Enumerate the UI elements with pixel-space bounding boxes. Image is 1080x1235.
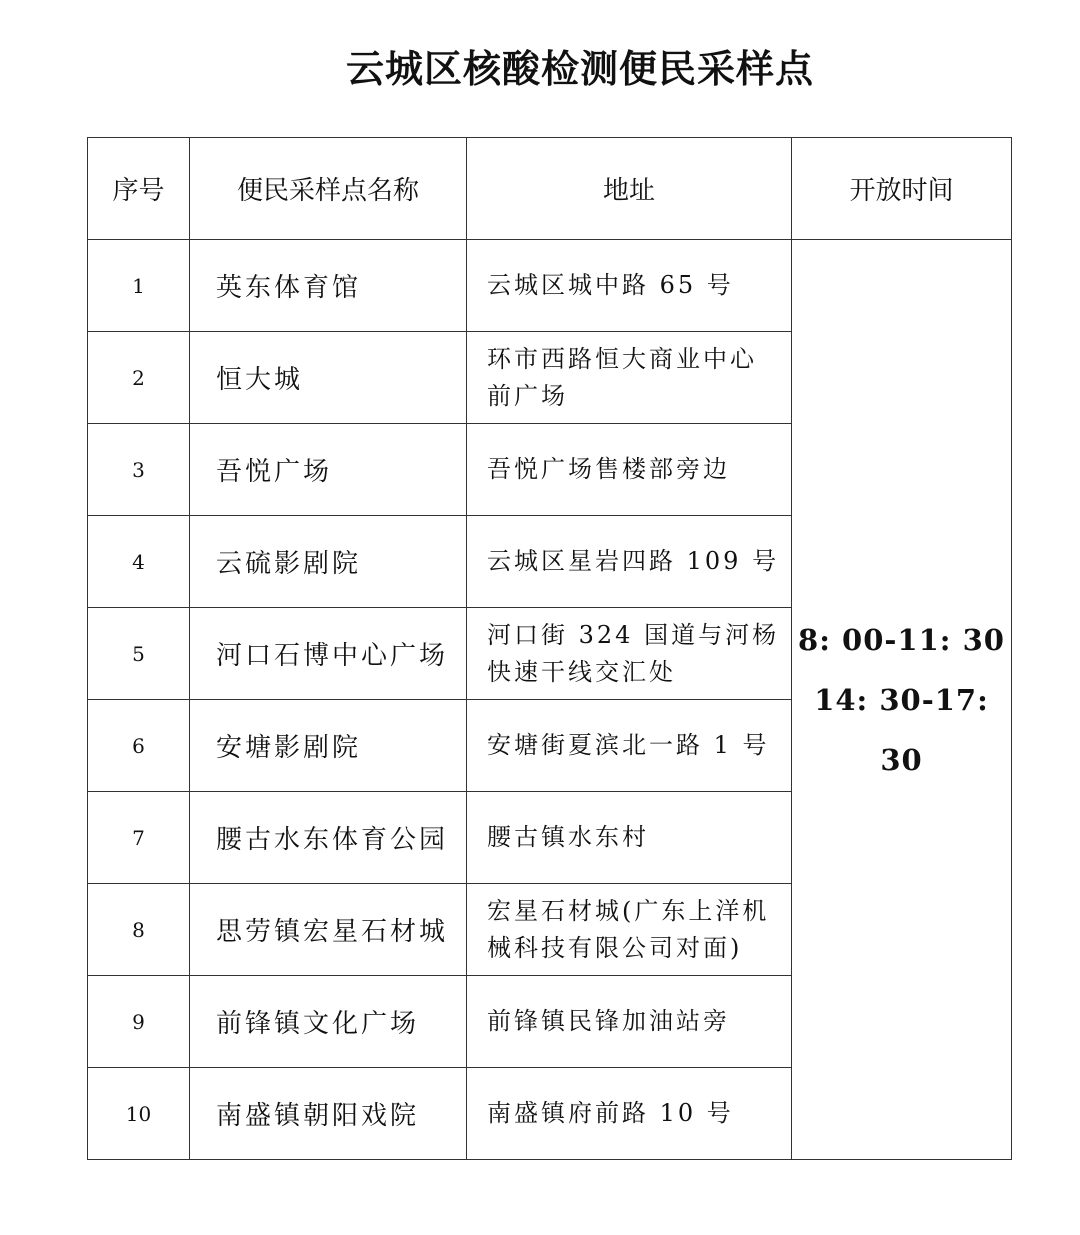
row-name: 南盛镇朝阳戏院 <box>190 1068 467 1160</box>
row-address: 腰古镇水东村 <box>467 792 792 884</box>
row-address: 环市西路恒大商业中心前广场 <box>467 332 792 424</box>
sampling-sites-table <box>87 137 1012 1160</box>
row-address: 吾悦广场售楼部旁边 <box>467 424 792 516</box>
row-address: 宏星石材城(广东上洋机械科技有限公司对面) <box>467 884 792 976</box>
table-header-row <box>88 138 1012 240</box>
row-address: 安塘街夏滨北一路 1 号 <box>467 700 792 792</box>
row-address: 河口街 324 国道与河杨快速干线交汇处 <box>467 608 792 700</box>
opening-hours-cell <box>792 240 1012 1160</box>
header-name: 便民采样点名称 <box>190 138 467 240</box>
row-name: 吾悦广场 <box>190 424 467 516</box>
row-index: 2 <box>88 332 190 424</box>
row-name: 河口石博中心广场 <box>190 608 467 700</box>
row-index: 3 <box>88 424 190 516</box>
row-index: 7 <box>88 792 190 884</box>
hours-afternoon: 14: 30-17: 30 <box>814 682 989 777</box>
row-name: 思劳镇宏星石材城 <box>190 884 467 976</box>
row-index: 9 <box>88 976 190 1068</box>
row-index: 5 <box>88 608 190 700</box>
row-name: 云硫影剧院 <box>190 516 467 608</box>
row-address: 前锋镇民锋加油站旁 <box>467 976 792 1068</box>
row-address: 南盛镇府前路 10 号 <box>467 1068 792 1160</box>
row-name: 前锋镇文化广场 <box>190 976 467 1068</box>
header-hours: 开放时间 <box>792 138 1012 240</box>
row-address: 云城区星岩四路 109 号 <box>467 516 792 608</box>
row-index: 6 <box>88 700 190 792</box>
row-index: 10 <box>88 1068 190 1160</box>
header-address: 地址 <box>467 138 792 240</box>
row-index: 4 <box>88 516 190 608</box>
page-title: 云城区核酸检测便民采样点 <box>345 47 814 91</box>
row-name: 英东体育馆 <box>190 240 467 332</box>
row-index: 1 <box>88 240 190 332</box>
row-address: 云城区城中路 65 号 <box>467 240 792 332</box>
table-row <box>88 240 1012 332</box>
header-index: 序号 <box>88 138 190 240</box>
row-name: 安塘影剧院 <box>190 700 467 792</box>
hours-morning: 8: 00-11: 30 <box>798 622 1005 657</box>
row-name: 腰古水东体育公园 <box>190 792 467 884</box>
row-name: 恒大城 <box>190 332 467 424</box>
row-index: 8 <box>88 884 190 976</box>
